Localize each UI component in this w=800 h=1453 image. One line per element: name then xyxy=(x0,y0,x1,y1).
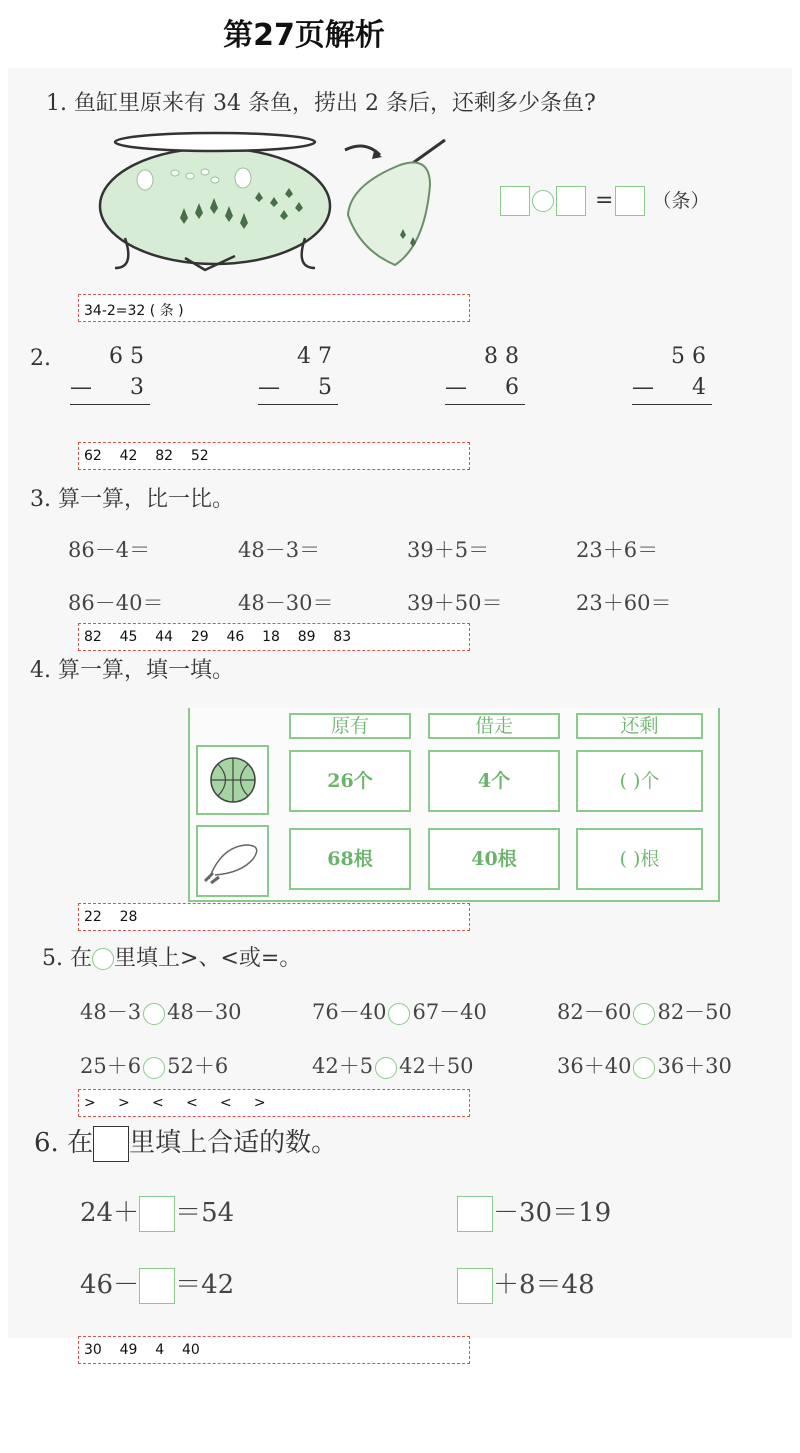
fill-box[interactable] xyxy=(139,1268,175,1304)
q3-expr: 48－3＝ xyxy=(238,538,321,562)
minus-sign: — xyxy=(632,375,654,400)
q5-compare xyxy=(557,1050,732,1080)
equation-right: ＝54 xyxy=(175,1198,235,1228)
left-expr: 76－40 xyxy=(312,1000,387,1024)
q3-prompt xyxy=(30,482,234,513)
blank-box[interactable] xyxy=(500,186,530,216)
compare-circle[interactable] xyxy=(633,1057,655,1079)
left-expr: 42＋5 xyxy=(312,1054,374,1078)
left-expr: 48－3 xyxy=(80,1000,142,1024)
minus-sign: — xyxy=(258,375,280,400)
top-number: 5 6 xyxy=(671,344,706,369)
equation-right: ＝42 xyxy=(175,1270,235,1300)
left-expr: 36＋40 xyxy=(557,1054,632,1078)
q5-compare xyxy=(312,1050,474,1080)
q6-answer: 30 49 4 40 xyxy=(78,1336,470,1364)
q3-expr: 23＋60＝ xyxy=(576,591,672,615)
compare-circle[interactable] xyxy=(143,1057,165,1079)
jump-rope-cell xyxy=(196,825,269,897)
compare-circle[interactable] xyxy=(633,1003,655,1025)
q4-prompt xyxy=(30,653,234,684)
row1-borrowed: 4个 xyxy=(428,750,560,812)
q6-text-post: 里填上合适的数。 xyxy=(129,1128,338,1158)
q3-text: 算一算，比一比。 xyxy=(58,487,235,512)
row2-borrowed: 40根 xyxy=(428,828,560,890)
compare-circle[interactable] xyxy=(143,1003,165,1025)
q2-number: 2. xyxy=(30,346,51,371)
q4-answer: 22 28 xyxy=(78,903,470,931)
box-symbol xyxy=(93,1126,129,1162)
q6-text-pre: 在 xyxy=(67,1128,94,1158)
q4-text: 算一算，填一填。 xyxy=(58,658,235,683)
q6-equation-2 xyxy=(457,1192,611,1232)
q4-number: 4. xyxy=(30,658,51,683)
right-expr: 82－50 xyxy=(657,1000,732,1024)
top-number: 6 5 xyxy=(109,344,144,369)
q5-answer: > > < < < > xyxy=(78,1089,470,1117)
q3-expr: 23＋6＝ xyxy=(576,538,659,562)
q3-expr: 48－30＝ xyxy=(238,591,334,615)
row2-original: 68根 xyxy=(289,828,411,890)
q3-answer: 82 45 44 29 46 18 89 83 xyxy=(78,623,470,651)
jump-rope-icon xyxy=(201,837,265,887)
blank-box[interactable] xyxy=(556,186,586,216)
q5-number: 5. xyxy=(42,946,63,971)
q2-problem-2 xyxy=(258,344,338,405)
equation-right: －30＝19 xyxy=(493,1198,612,1228)
row1-original: 26个 xyxy=(289,750,411,812)
fill-box[interactable] xyxy=(457,1268,493,1304)
equation-left: 24＋ xyxy=(80,1198,140,1228)
q5-compare xyxy=(80,1050,228,1080)
q3-expr: 39＋5＝ xyxy=(407,538,490,562)
header-remaining: 还剩 xyxy=(576,713,703,739)
unit-label: （条） xyxy=(652,190,710,212)
top-number: 4 7 xyxy=(297,344,332,369)
equation-right: ＋8＝48 xyxy=(493,1270,595,1300)
minus-sign: — xyxy=(70,375,92,400)
q5-prompt xyxy=(42,941,301,972)
q6-equation-4 xyxy=(457,1264,595,1304)
q5-compare xyxy=(312,996,487,1026)
fill-box[interactable] xyxy=(457,1196,493,1232)
q5-compare xyxy=(557,996,732,1026)
right-expr: 36＋30 xyxy=(657,1054,732,1078)
equation-left: 46－ xyxy=(80,1270,140,1300)
fishing-net-illustration xyxy=(340,135,455,275)
basketball-cell xyxy=(196,745,269,815)
q2-problem-3 xyxy=(445,344,525,405)
right-expr: 42＋50 xyxy=(399,1054,474,1078)
row1-remaining-blank[interactable]: ( )个 xyxy=(576,750,703,812)
q1-equation-template xyxy=(500,186,709,216)
q2-problem-4 xyxy=(632,344,712,405)
equals-sign: = xyxy=(595,188,614,213)
q1-number: 1. xyxy=(46,91,67,116)
compare-circle[interactable] xyxy=(375,1057,397,1079)
q3-expr: 86－40＝ xyxy=(68,591,164,615)
header-original: 原有 xyxy=(289,713,411,739)
blank-box[interactable] xyxy=(615,186,645,216)
q6-equation-3 xyxy=(80,1264,234,1304)
q6-equation-1 xyxy=(80,1192,234,1232)
basketball-icon xyxy=(208,755,258,805)
q5-text-pre: 在 xyxy=(70,946,93,971)
circle-symbol xyxy=(92,948,114,970)
q5-compare xyxy=(80,996,242,1026)
q3-number: 3. xyxy=(30,487,51,512)
left-expr: 25＋6 xyxy=(80,1054,142,1078)
right-expr: 48－30 xyxy=(167,1000,242,1024)
left-expr: 82－60 xyxy=(557,1000,632,1024)
right-expr: 67－40 xyxy=(412,1000,487,1024)
row2-remaining-blank[interactable]: ( )根 xyxy=(576,828,703,890)
top-number: 8 8 xyxy=(484,344,519,369)
bottom-number: 6 xyxy=(505,375,519,400)
fill-box[interactable] xyxy=(139,1196,175,1232)
header-borrowed: 借走 xyxy=(428,713,560,739)
page-title: 第27页解析 xyxy=(223,18,385,53)
operator-circle[interactable] xyxy=(532,190,554,212)
q6-prompt xyxy=(34,1122,337,1162)
q3-expr: 86－4＝ xyxy=(68,538,151,562)
q1-answer: 34-2=32 ( 条 ) xyxy=(78,294,470,322)
right-expr: 52＋6 xyxy=(167,1054,229,1078)
q1-text: 鱼缸里原来有 34 条鱼，捞出 2 条后，还剩多少条鱼? xyxy=(74,91,596,116)
q3-expr: 39＋50＝ xyxy=(407,591,503,615)
q5-text-post: 里填上>、<或=。 xyxy=(114,946,302,971)
q6-number: 6. xyxy=(34,1128,59,1158)
q2-problem-1 xyxy=(70,344,150,405)
bottom-number: 3 xyxy=(130,375,144,400)
bottom-number: 4 xyxy=(692,375,706,400)
bottom-number: 5 xyxy=(318,375,332,400)
minus-sign: — xyxy=(445,375,467,400)
q2-answer: 62 42 82 52 xyxy=(78,442,470,470)
q1-prompt xyxy=(46,86,596,117)
compare-circle[interactable] xyxy=(388,1003,410,1025)
fish-tank-illustration xyxy=(95,128,345,273)
